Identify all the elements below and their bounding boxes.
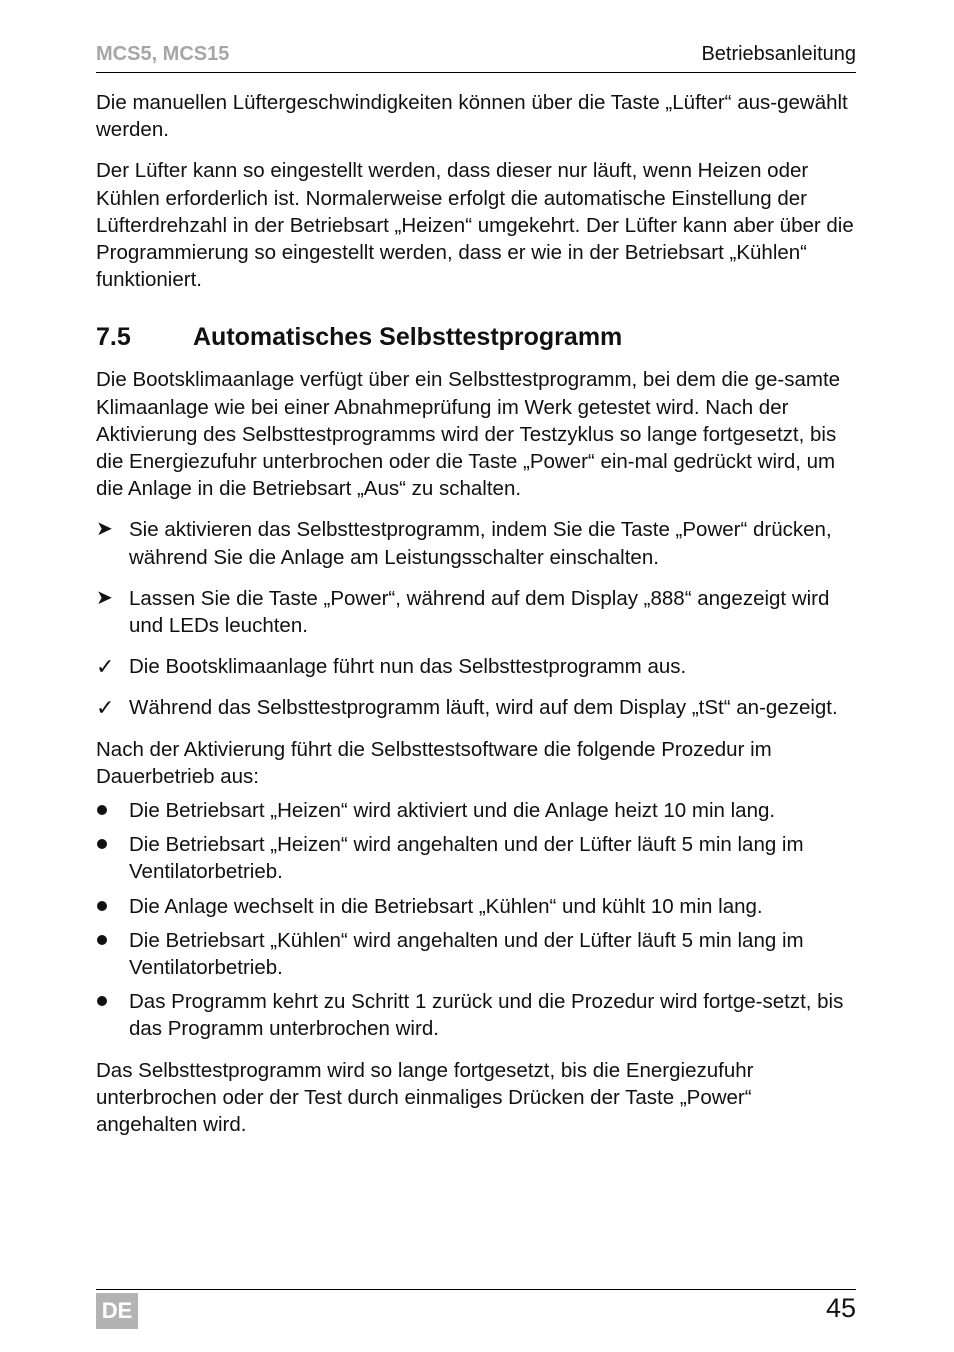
page-footer (96, 1289, 856, 1330)
paragraph: Die manuellen Lüftergeschwindigkeiten können über die Taste „Lüfter“ aus-gewählt werden. (96, 91, 848, 142)
arrow-icon: ➤ (96, 586, 113, 609)
paragraph: Der Lüfter kann so eingestellt werden, dass dieser nur läuft, wenn Heizen oder Kühlen erforderlich ist. Normalerweise erfolgt die automatische Einstellung der Lüfterdrehzahl in der Betriebsart „Heizen“ umgekehrt. Der Lüfter kann aber über die Programmierung so eingestellt werden, dass er wie in der Betriebsart „Kühlen“ funktioniert. (96, 159, 854, 292)
action-step (96, 585, 858, 639)
checkmark-icon: ✓ (96, 654, 115, 680)
procedure-text: Die Anlage wechselt in die Betriebsart „Kühlen“ und kühlt 10 min lang. (129, 894, 763, 918)
checkmark-icon: ✓ (96, 695, 115, 721)
bullet-icon (96, 893, 126, 920)
step-text: Sie aktivieren das Selbsttestprogramm, indem Sie die Taste „Power“ drücken, während Sie die Anlage am Leistungsschalter einschalten. (129, 518, 832, 569)
bullet-icon (96, 927, 126, 954)
result-item (96, 653, 858, 680)
arrow-icon: ➤ (96, 518, 113, 541)
language-badge: DE (96, 1293, 138, 1329)
step-text: Lassen Sie die Taste „Power“, während auf dem Display „888“ angezeigt wird und LEDs leuchten. (129, 586, 830, 638)
procedure-intro: Nach der Aktivierung führt die Selbsttestsoftware die folgende Prozedur im Dauerbetrieb aus: (96, 737, 772, 788)
section-title: Automatisches Selbsttestprogramm (193, 323, 623, 352)
page-content (96, 89, 858, 1152)
section-intro: Die Bootsklimaanlage verfügt über ein Selbsttestprogramm, bei dem die ge-samte Klimaanlage wie bei einer Abnahmeprüfung im Werk getestet wird. Nach der Aktivierung des Selbsttestprogramms wird der Testzyklus so lange fortgesetzt, bis die Energiezufuhr unterbrochen oder die Taste „Power“ ein-mal gedrückt wird, um die Anlage in die Betriebsart „Aus“ zu schalten. (96, 368, 841, 501)
page-number: 45 (825, 1293, 856, 1323)
procedure-item (96, 988, 858, 1042)
closing-paragraph: Das Selbsttestprogramm wird so lange fortgesetzt, bis die Energiezufuhr unterbrochen oder der Test durch einmaliges Drücken der Taste „Power“ angehalten wird. (96, 1058, 754, 1137)
section-number: 7.5 (96, 323, 131, 352)
bullet-icon (96, 797, 126, 824)
procedure-text: Die Betriebsart „Heizen“ wird aktiviert und die Anlage heizt 10 min lang. (129, 799, 776, 823)
procedure-item (96, 927, 858, 981)
result-item (96, 694, 858, 721)
result-text: Die Bootsklimaanlage führt nun das Selbsttestprogramm aus. (129, 655, 687, 679)
page-header (96, 40, 856, 73)
procedure-item (96, 797, 858, 824)
procedure-text: Das Programm kehrt zu Schritt 1 zurück und die Prozedur wird fortge-setzt, bis das Programm unterbrochen wird. (129, 990, 844, 1041)
action-step (96, 516, 858, 570)
procedure-item (96, 893, 858, 920)
procedure-text: Die Betriebsart „Heizen“ wird angehalten und der Lüfter läuft 5 min lang im Ventilatorbetrieb. (129, 833, 804, 884)
procedure-item (96, 831, 858, 885)
bullet-icon (96, 988, 126, 1015)
product-name: MCS5, MCS15 (96, 43, 230, 65)
bullet-icon (96, 831, 126, 858)
result-text: Während das Selbsttestprogramm läuft, wird auf dem Display „tSt“ an-gezeigt. (129, 696, 838, 720)
procedure-text: Die Betriebsart „Kühlen“ wird angehalten und der Lüfter läuft 5 min lang im Ventilatorbetrieb. (129, 928, 804, 980)
section-heading (96, 322, 858, 352)
document-type: Betriebsanleitung (701, 43, 856, 65)
